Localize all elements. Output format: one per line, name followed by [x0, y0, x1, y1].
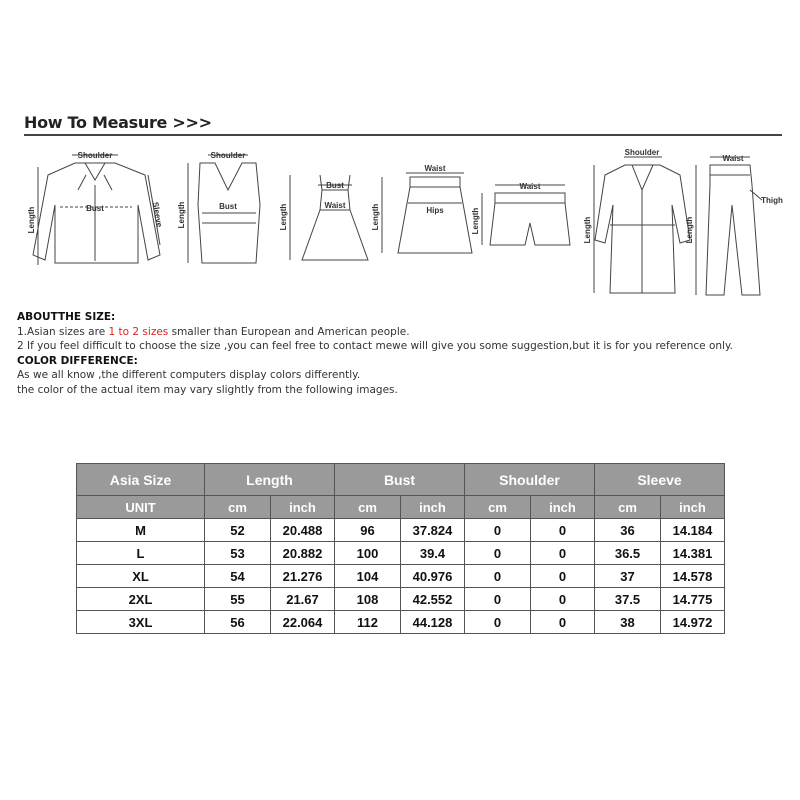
- table-cell: 20.488: [271, 519, 335, 542]
- table-cell: 54: [205, 565, 271, 588]
- table-cell: M: [77, 519, 205, 542]
- table-header-row: [77, 464, 725, 496]
- table-cell: 37: [595, 565, 661, 588]
- table-cell: 55: [205, 588, 271, 611]
- table-cell: 0: [465, 519, 531, 542]
- header-length: Length: [205, 464, 335, 496]
- label-waist-3: Waist: [324, 201, 346, 210]
- table-cell: 53: [205, 542, 271, 565]
- unit-cell: cm: [205, 496, 271, 519]
- about-line-1-start: 1.Asian sizes are: [17, 325, 109, 338]
- label-length-5: Length: [471, 207, 480, 235]
- size-chart-table: [76, 463, 725, 634]
- color-difference-heading: COLOR DIFFERENCE:: [17, 354, 138, 367]
- pants-diagram: [696, 157, 762, 295]
- table-cell: 0: [465, 588, 531, 611]
- label-length-7: Length: [685, 216, 694, 244]
- table-cell: 0: [531, 565, 595, 588]
- table-row: [77, 588, 725, 611]
- label-length-3: Length: [279, 203, 288, 231]
- label-length: Length: [27, 206, 36, 234]
- table-cell: 52: [205, 519, 271, 542]
- table-cell: 0: [465, 542, 531, 565]
- label-hips: Hips: [426, 206, 444, 215]
- label-length-6: Length: [583, 216, 592, 244]
- table-cell: 56: [205, 611, 271, 634]
- label-sleeve: Sleeve: [150, 201, 165, 228]
- unit-cell: inch: [531, 496, 595, 519]
- table-cell: 96: [335, 519, 401, 542]
- coat-diagram: [594, 157, 690, 293]
- how-to-measure-header: [24, 110, 782, 136]
- table-cell: 3XL: [77, 611, 205, 634]
- garment-illustrations: [20, 145, 790, 305]
- header-asia-size: Asia Size: [77, 464, 205, 496]
- table-cell: 20.882: [271, 542, 335, 565]
- label-waist-7: Waist: [722, 154, 744, 163]
- table-unit-row: [77, 496, 725, 519]
- size-notes: [17, 310, 787, 398]
- table-cell: 0: [531, 588, 595, 611]
- table-cell: 14.972: [661, 611, 725, 634]
- label-length-2: Length: [177, 201, 186, 229]
- table-cell: XL: [77, 565, 205, 588]
- table-cell: 22.064: [271, 611, 335, 634]
- table-cell: 42.552: [401, 588, 465, 611]
- table-cell: 0: [531, 519, 595, 542]
- table-cell: 14.578: [661, 565, 725, 588]
- shorts-diagram: [482, 185, 570, 245]
- table-cell: 108: [335, 588, 401, 611]
- unit-cell: inch: [661, 496, 725, 519]
- header-bust: Bust: [335, 464, 465, 496]
- label-length-4: Length: [371, 203, 380, 231]
- table-cell: 0: [531, 542, 595, 565]
- label-shoulder-2: Shoulder: [210, 151, 246, 160]
- about-line-1-end: smaller than European and American people.: [168, 325, 410, 338]
- unit-cell: UNIT: [77, 496, 205, 519]
- color-line-1: As we all know ,the different computers display colors differently.: [17, 369, 361, 382]
- table-cell: 39.4: [401, 542, 465, 565]
- label-shoulder: Shoulder: [77, 151, 113, 160]
- table-cell: 21.67: [271, 588, 335, 611]
- table-cell: 100: [335, 542, 401, 565]
- table-cell: 36.5: [595, 542, 661, 565]
- about-line-1: [17, 325, 787, 340]
- label-waist-5: Waist: [519, 182, 541, 191]
- table-cell: 21.276: [271, 565, 335, 588]
- page-title: How To Measure >>>: [24, 113, 212, 132]
- table-cell: 38: [595, 611, 661, 634]
- unit-cell: cm: [595, 496, 661, 519]
- table-cell: 0: [465, 565, 531, 588]
- table-cell: 14.775: [661, 588, 725, 611]
- table-cell: 37.824: [401, 519, 465, 542]
- label-bust: Bust: [86, 204, 104, 213]
- title-divider: [24, 134, 782, 136]
- label-bust-2: Bust: [219, 202, 237, 211]
- table-cell: 14.381: [661, 542, 725, 565]
- unit-cell: cm: [335, 496, 401, 519]
- table-cell: 44.128: [401, 611, 465, 634]
- unit-cell: cm: [465, 496, 531, 519]
- table-cell: 37.5: [595, 588, 661, 611]
- about-line-2: 2 If you feel difficult to choose the size ,you can feel free to contact mewe will give you some suggestion,but it is for you reference only.: [17, 340, 733, 353]
- unit-cell: inch: [401, 496, 465, 519]
- table-row: [77, 611, 725, 634]
- about-size-heading: ABOUTTHE SIZE:: [17, 311, 116, 323]
- table-cell: 104: [335, 565, 401, 588]
- color-line-2: the color of the actual item may vary slightly from the following images.: [17, 383, 398, 396]
- table-cell: 36: [595, 519, 661, 542]
- table-cell: 0: [465, 611, 531, 634]
- table-row: [77, 565, 725, 588]
- table-cell: 112: [335, 611, 401, 634]
- table-cell: 40.976: [401, 565, 465, 588]
- unit-cell: inch: [271, 496, 335, 519]
- label-shoulder-6: Shoulder: [624, 148, 660, 157]
- header-sleeve: Sleeve: [595, 464, 725, 496]
- header-shoulder: Shoulder: [465, 464, 595, 496]
- table-cell: 0: [531, 611, 595, 634]
- table-cell: L: [77, 542, 205, 565]
- label-waist-4: Waist: [424, 164, 446, 173]
- table-cell: 2XL: [77, 588, 205, 611]
- measurement-diagrams: [20, 145, 790, 305]
- table-cell: 14.184: [661, 519, 725, 542]
- table-row: [77, 519, 725, 542]
- label-bust-3: Bust: [326, 181, 344, 190]
- table-row: [77, 542, 725, 565]
- label-thigh: Thigh: [761, 196, 783, 205]
- size-difference-highlight: 1 to 2 sizes: [108, 325, 169, 338]
